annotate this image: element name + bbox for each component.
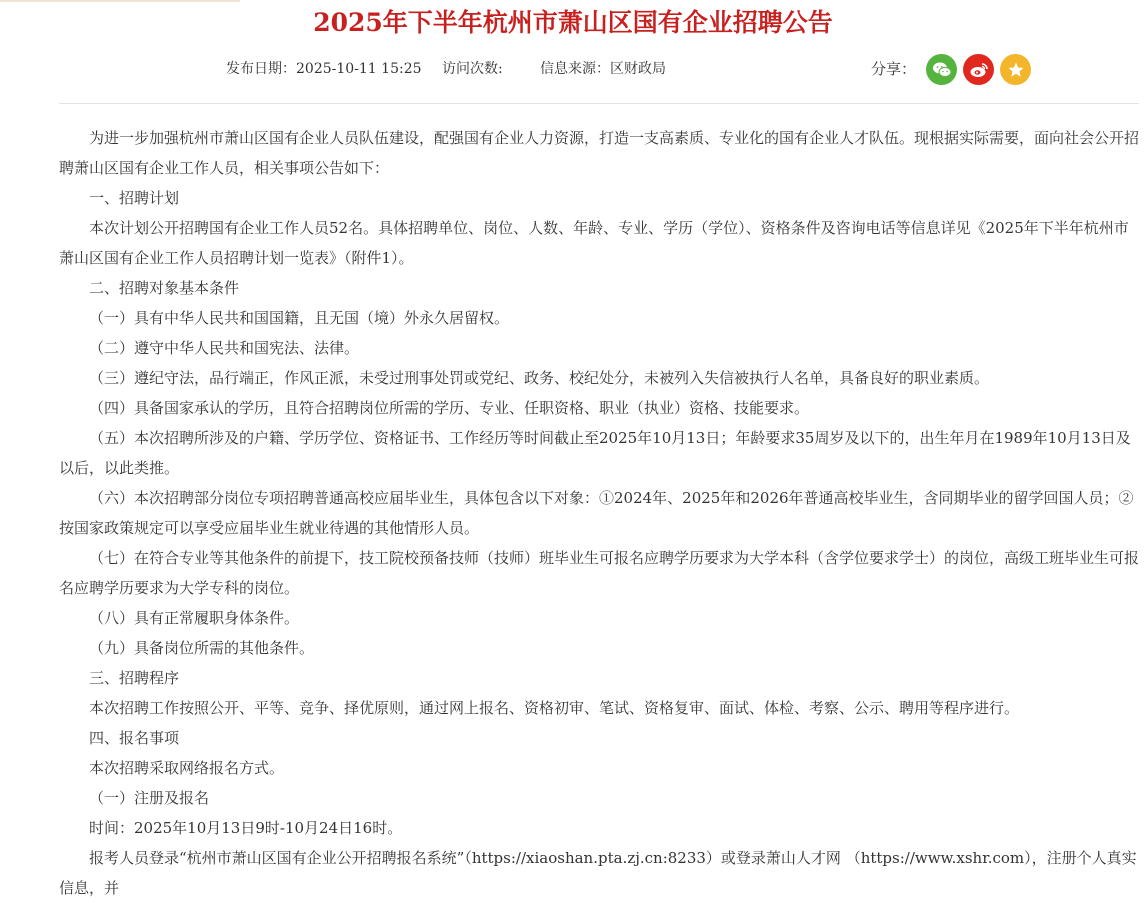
list-item: （二）遵守中华人民共和国宪法、法律。	[89, 339, 360, 357]
info-source: 信息来源：区财政局	[540, 61, 666, 77]
share-label: 分享：	[871, 60, 917, 78]
share-favorite-button[interactable]	[1000, 54, 1031, 85]
list-item: （一）注册及报名	[89, 789, 210, 807]
section-heading: 三、招聘程序	[89, 669, 180, 687]
section-heading: 二、招聘对象基本条件	[89, 279, 240, 297]
page-title: 2025年下半年杭州市萧山区国有企业招聘公告	[313, 8, 833, 37]
visit-count: 访问次数:	[442, 61, 503, 77]
share-wechat-button[interactable]	[926, 54, 957, 85]
list-item: （五）本次招聘所涉及的户籍、学历学位、资格证书、工作经历等时间截止至2025年10月13日；年龄要求35周岁及以下的，出生年月在1989年10月13日及以后，以此类推。	[59, 429, 1131, 477]
section-heading: 一、招聘计划	[89, 189, 180, 207]
weibo-icon	[969, 61, 989, 79]
share-weibo-button[interactable]	[963, 54, 994, 85]
star-icon	[1007, 61, 1025, 79]
list-item: （四）具备国家承认的学历，且符合招聘岗位所需的学历、专业、任职资格、职业（执业）资格、技能要求。	[89, 399, 810, 417]
paragraph: 本次招聘工作按照公开、平等、竞争、择优原则，通过网上报名、资格初审、笔试、资格复审、面试、体检、考察、公示、聘用等程序进行。	[89, 699, 1020, 717]
publish-date: 发布日期：2025-10-11 15:25	[226, 61, 422, 77]
list-item: （八）具有正常履职身体条件。	[89, 609, 300, 627]
list-item: （七）在符合专业等其他条件的前提下，技工院校预备技师（技师）班毕业生可报名应聘学历要求为大学本科（含学位要求学士）的岗位，高级工班毕业生可报名应聘学历要求为大学专科的岗位。	[59, 549, 1140, 597]
list-item: （六）本次招聘部分岗位专项招聘普通高校应届毕业生，具体包含以下对象：①2024年、2025年和2026年普通高校毕业生，含同期毕业的留学回国人员；②按国家政策规定可以享受应届毕业生就业待遇的其他情形人员。	[59, 489, 1134, 537]
header-divider	[59, 103, 1139, 104]
paragraph: 报考人员登录“杭州市萧山区国有企业公开招聘报名系统”（https://xiaoshan.pta.zj.cn:8233）或登录萧山人才网 （https://www.xshr.com），注册个人真实信息，并	[59, 849, 1137, 897]
wechat-icon	[932, 61, 952, 79]
paragraph: 时间：2025年10月13日9时-10月24日16时。	[89, 819, 403, 837]
section-heading: 四、报名事项	[89, 729, 180, 747]
article-body	[59, 123, 1139, 903]
list-item: （三）遵纪守法，品行端正，作风正派，未受过刑事处罚或党纪、政务、校纪处分，未被列入失信被执行人名单，具备良好的职业素质。	[89, 369, 990, 387]
intro-paragraph: 为进一步加强杭州市萧山区国有企业人员队伍建设，配强国有企业人力资源，打造一支高素质、专业化的国有企业人才队伍。现根据实际需要，面向社会公开招聘萧山区国有企业工作人员，相关事项公告如下：	[59, 129, 1140, 177]
list-item: （一）具有中华人民共和国国籍，且无国（境）外永久居留权。	[89, 309, 510, 327]
paragraph: 本次计划公开招聘国有企业工作人员52名。具体招聘单位、岗位、人数、年龄、专业、学历（学位）、资格条件及咨询电话等信息详见《2025年下半年杭州市萧山区国有企业工作人员招聘计划一览表》（附件1）。	[59, 219, 1129, 267]
list-item: （九）具备岗位所需的其他条件。	[89, 639, 315, 657]
top-accent-line	[0, 0, 240, 2]
paragraph: 本次招聘采取网络报名方式。	[89, 759, 285, 777]
